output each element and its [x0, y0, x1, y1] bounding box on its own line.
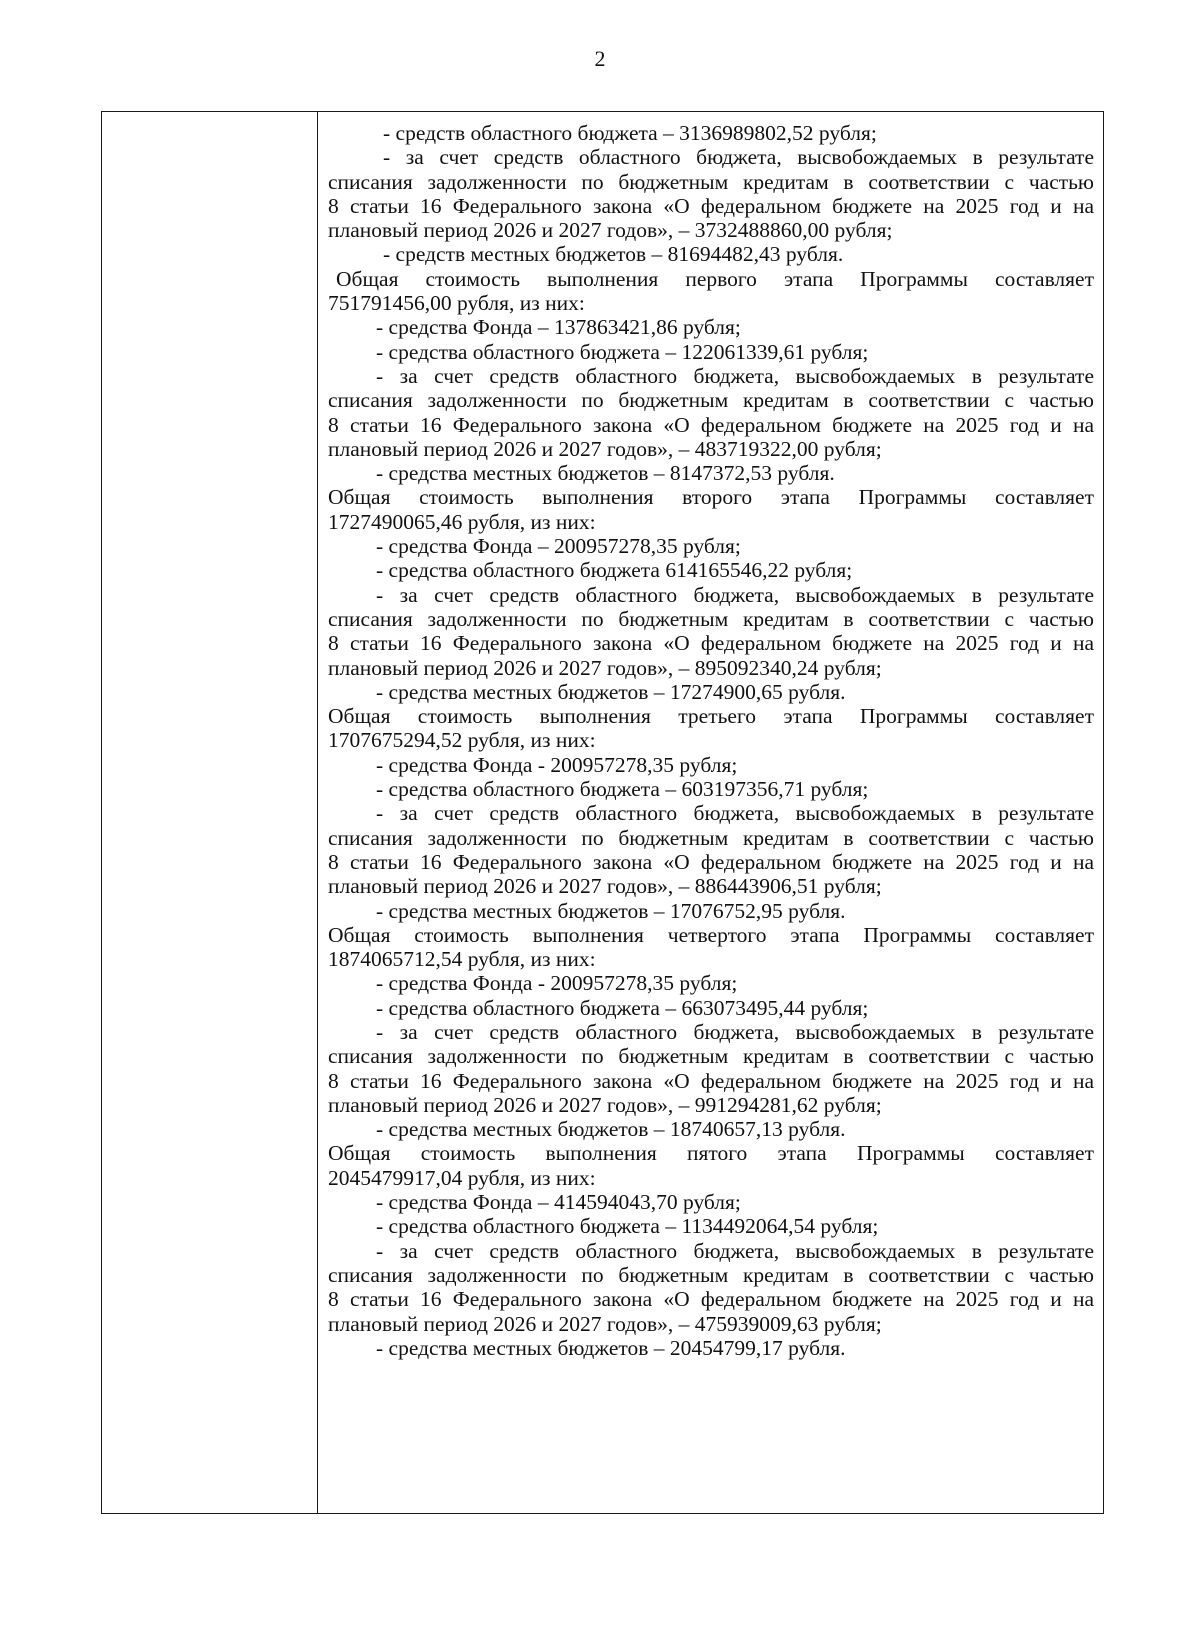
- text-line: 8 статьи 16 Федерального закона «О федеральном бюджете на 2025 год и на: [328, 1287, 1094, 1312]
- text-line: плановый период 2026 и 2027 годов», – 483719322,00 рубля;: [328, 436, 882, 461]
- text-line: - средства областного бюджета 614165546,22 рубля;: [376, 558, 853, 583]
- text-line: 8 статьи 16 Федерального закона «О федеральном бюджете на 2025 год и на: [328, 631, 1094, 656]
- text-line: - средства местных бюджетов – 17274900,65 рубля.: [376, 679, 846, 704]
- text-line: - средства Фонда – 200957278,35 рубля;: [376, 534, 741, 559]
- text-line: Общая стоимость выполнения третьего этапа Программы составляет: [328, 704, 1094, 729]
- text-line: списания задолженности по бюджетным кредитам в соответствии с частью: [328, 825, 1094, 850]
- document-table: [101, 111, 1104, 1514]
- text-line: - за счет средств областного бюджета, высвобождаемых в результате: [376, 1238, 1094, 1263]
- text-line: списания задолженности по бюджетным кредитам в соответствии с частью: [328, 606, 1094, 631]
- text-line: - средств областного бюджета – 3136989802,52 рубля;: [383, 121, 877, 145]
- text-line: списания задолженности по бюджетным кредитам в соответствии с частью: [328, 169, 1094, 194]
- text-line: 751791456,00 рубля, из них:: [328, 291, 585, 316]
- text-line: - средства местных бюджетов – 20454799,17 рубля.: [376, 1335, 846, 1360]
- text-line: плановый период 2026 и 2027 годов», – 895092340,24 рубля;: [328, 655, 882, 680]
- text-line: 1874065712,54 рубля, из них:: [328, 947, 596, 972]
- page-number: 2: [594, 46, 606, 71]
- text-line: - за счет средств областного бюджета, высвобождаемых в результате: [383, 145, 1094, 170]
- text-line: списания задолженности по бюджетным кредитам в соответствии с частью: [328, 1044, 1094, 1069]
- text-line: 1707675294,52 рубля, из них:: [328, 728, 596, 753]
- text-line: плановый период 2026 и 2027 годов», – 991294281,62 рубля;: [328, 1092, 882, 1117]
- text-line: - средства областного бюджета – 1134492064,54 рубля;: [376, 1214, 879, 1239]
- text-line: 1727490065,46 рубля, из них:: [328, 509, 596, 534]
- text-line: 8 статьи 16 Федерального закона «О федеральном бюджете на 2025 год и на: [328, 193, 1094, 218]
- text-line: плановый период 2026 и 2027 годов», – 886443906,51 рубля;: [328, 874, 882, 899]
- text-line: 2045479917,04 рубля, из них:: [328, 1165, 596, 1190]
- column-divider: [317, 112, 318, 1513]
- text-line: плановый период 2026 и 2027 годов», – 3732488860,00 рубля;: [328, 218, 893, 243]
- text-line: - средства областного бюджета – 603197356,71 рубля;: [376, 777, 869, 802]
- text-line: - средства областного бюджета – 122061339,61 рубля;: [376, 339, 869, 364]
- text-line: 8 статьи 16 Федерального закона «О федеральном бюджете на 2025 год и на: [328, 1068, 1094, 1093]
- text-line: - средства местных бюджетов – 18740657,13 рубля.: [376, 1117, 846, 1142]
- text-line: плановый период 2026 и 2027 годов», – 475939009,63 рубля;: [328, 1311, 882, 1336]
- text-line: Общая стоимость выполнения второго этапа Программы составляет: [328, 485, 1094, 510]
- text-line: - средства местных бюджетов – 8147372,53 рубля.: [376, 461, 835, 486]
- text-line: 8 статьи 16 Федерального закона «О федеральном бюджете на 2025 год и на: [328, 849, 1094, 874]
- text-line: 8 статьи 16 Федерального закона «О федеральном бюджете на 2025 год и на: [328, 412, 1094, 437]
- right-cell-text: [328, 121, 1094, 1360]
- text-line: - средства Фонда - 200957278,35 рубля;: [376, 971, 738, 996]
- text-line: - средства местных бюджетов – 17076752,95 рубля.: [376, 898, 846, 923]
- text-line: - средств местных бюджетов – 81694482,43 рубля.: [383, 242, 844, 267]
- text-line: - средства Фонда – 137863421,86 рубля;: [376, 315, 741, 340]
- text-line: списания задолженности по бюджетным кредитам в соответствии с частью: [328, 388, 1094, 413]
- text-line: - за счет средств областного бюджета, высвобождаемых в результате: [376, 801, 1094, 826]
- text-line: списания задолженности по бюджетным кредитам в соответствии с частью: [328, 1262, 1094, 1287]
- text-line: - за счет средств областного бюджета, высвобождаемых в результате: [376, 582, 1094, 607]
- text-line: Общая стоимость выполнения четвертого этапа Программы составляет: [328, 922, 1094, 947]
- text-line: - за счет средств областного бюджета, высвобождаемых в результате: [376, 363, 1094, 388]
- text-line: - средства Фонда - 200957278,35 рубля;: [376, 752, 738, 777]
- text-line: - средства областного бюджета – 663073495,44 рубля;: [376, 995, 869, 1020]
- text-line: Общая стоимость выполнения первого этапа Программы составляет: [336, 266, 1094, 291]
- text-line: Общая стоимость выполнения пятого этапа Программы составляет: [328, 1141, 1094, 1166]
- text-line: - за счет средств областного бюджета, высвобождаемых в результате: [376, 1019, 1094, 1044]
- text-line: - средства Фонда – 414594043,70 рубля;: [376, 1190, 741, 1215]
